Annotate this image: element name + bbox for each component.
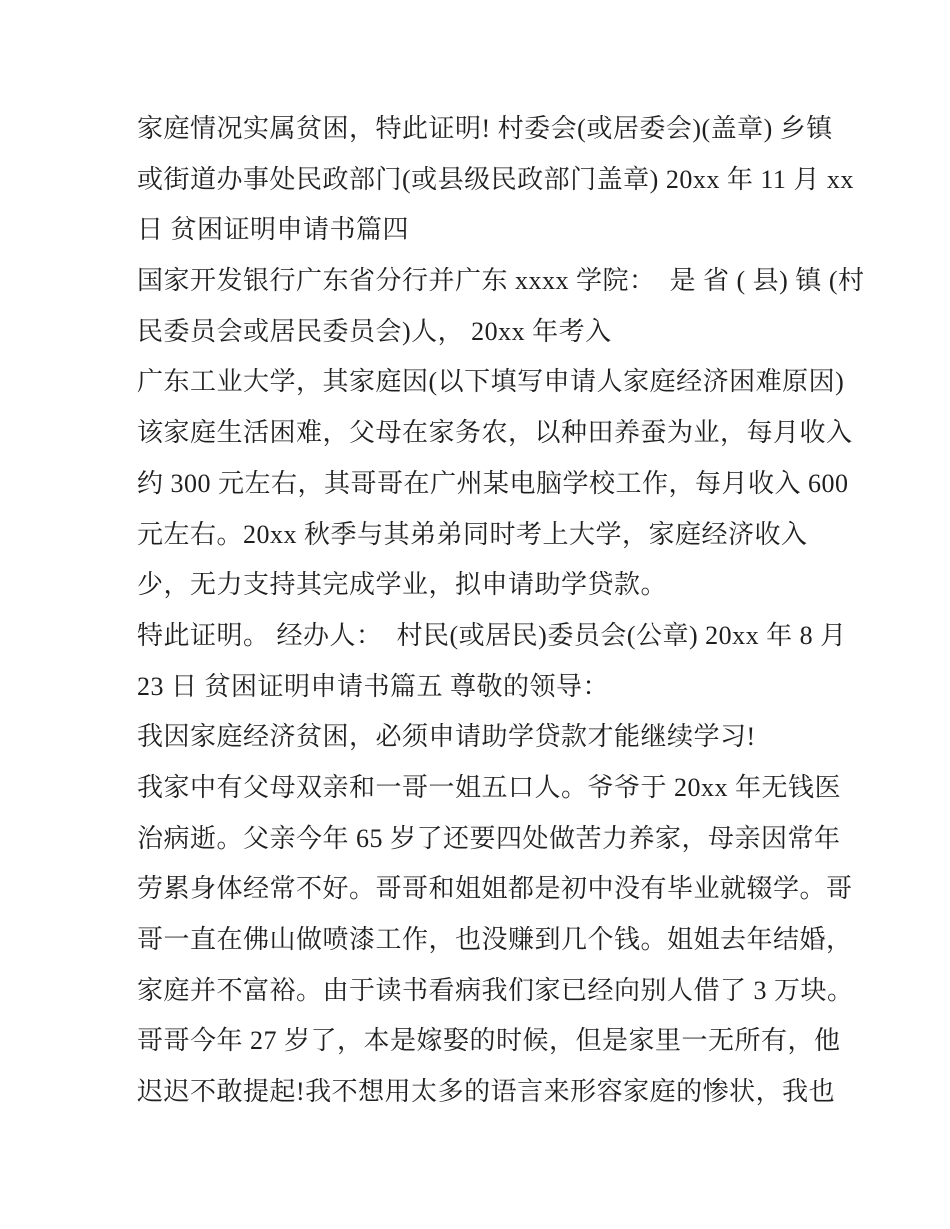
text-line: 我因家庭经济贫困，必须申请助学贷款才能继续学习! xyxy=(137,722,756,752)
text-line: 治病逝。父亲今年 65 岁了还要四处做苦力养家，母亲因常年 xyxy=(137,823,841,853)
document-text xyxy=(137,104,865,1118)
text-line: 特此证明。 经办人： 村民(或居民)委员会(公章) 20xx 年 8 月 xyxy=(137,620,847,650)
text-line: 国家开发银行广东省分行并广东 xxxx 学院： 是 省 ( 县) 镇 (村 xyxy=(137,266,865,296)
text-line: 少，无力支持其完成学业，拟申请助学贷款。 xyxy=(137,570,668,600)
text-line: 家庭情况实属贫困，特此证明! 村委会(或居委会)(盖章) 乡镇 xyxy=(137,114,833,143)
text-line: 或街道办事处民政部门(或县级民政部门盖章) 20xx 年 11 月 xx xyxy=(137,164,854,194)
text-line: 我家中有父母双亲和一哥一姐五口人。爷爷于 20xx 年无钱医 xyxy=(137,772,842,802)
text-line: 该家庭生活困难，父母在家务农，以种田养蚕为业，每月收入 xyxy=(137,418,853,448)
text-line: 元左右。20xx 秋季与其弟弟同时考上大学，家庭经济收入 xyxy=(137,519,808,549)
text-line: 劳累身体经常不好。哥哥和姐姐都是初中没有毕业就辍学。哥 xyxy=(137,874,853,904)
text-line: 哥一直在佛山做喷漆工作，也没赚到几个钱。姐姐去年结婚， xyxy=(137,925,853,954)
text-line: 哥哥今年 27 岁了，本是嫁娶的时候，但是家里一无所有，他 xyxy=(137,1026,841,1056)
text-line: 日 贫困证明申请书篇四 xyxy=(137,215,410,245)
text-line: 23 日 贫困证明申请书篇五 尊敬的领导： xyxy=(137,671,610,701)
text-line: 民委员会或居民委员会)人， 20xx 年考入 xyxy=(137,316,612,346)
text-line: 广东工业大学，其家庭因(以下填写申请人家庭经济困难原因) xyxy=(137,367,845,397)
text-line: 迟迟不敢提起!我不想用太多的语言来形容家庭的惨状，我也 xyxy=(137,1077,836,1107)
text-line: 约 300 元左右，其哥哥在广州某电脑学校工作，每月收入 600 xyxy=(137,468,849,498)
text-line: 家庭并不富裕。由于读书看病我们家已经向别人借了 3 万块。 xyxy=(137,975,854,1005)
